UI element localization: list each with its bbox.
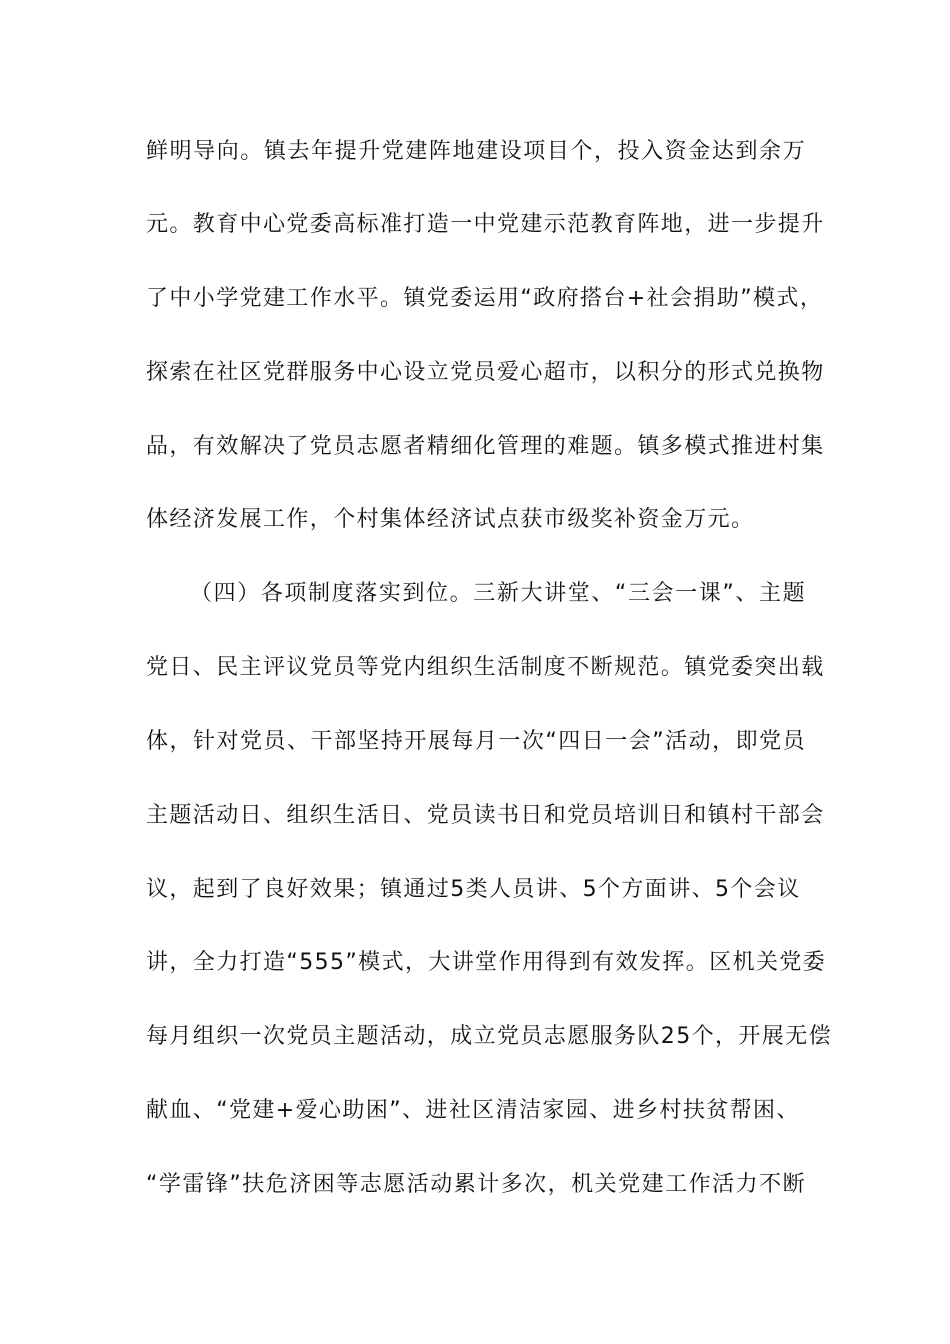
text-line-9: 体，针对党员、干部坚持开展每月一次“四日一会”活动，即党员 [146, 729, 806, 754]
text-line-13: 每月组织一次党员主题活动，成立党员志愿服务队25个，开展无偿 [146, 1024, 832, 1049]
text-line-11: 议，起到了良好效果；镇通过5类人员讲、5个方面讲、5个会议 [146, 877, 801, 902]
text-line-2: 元。教育中心党委高标准打造一中党建示范教育阵地，进一步提升 [146, 212, 825, 237]
text-line-8: 党日、民主评议党员等党内组织生活制度不断规范。镇党委突出载 [146, 655, 825, 680]
text-line-15: “学雷锋”扶危济困等志愿活动累计多次，机关党建工作活力不断 [146, 1172, 806, 1197]
text-line-10: 主题活动日、组织生活日、党员读书日和党员培训日和镇村干部会 [146, 803, 825, 828]
text-line-4: 探索在社区党群服务中心设立党员爱心超市，以积分的形式兑换物 [146, 360, 825, 385]
text-line-1: 鲜明导向。镇去年提升党建阵地建设项目个，投入资金达到余万 [146, 139, 806, 164]
text-line-14: 献血、“党建+爱心助困”、进社区清洁家园、进乡村扶贫帮困、 [146, 1098, 800, 1123]
text-line-7-section-heading: （四）各项制度落实到位。三新大讲堂、“三会一课”、主题 [190, 581, 806, 606]
text-line-12: 讲，全力打造“555”模式，大讲堂作用得到有效发挥。区机关党委 [146, 950, 827, 975]
text-line-3: 了中小学党建工作水平。镇党委运用“政府搭台+社会捐助”模式， [146, 286, 824, 311]
text-line-5: 品，有效解决了党员志愿者精细化管理的难题。镇多模式推进村集 [146, 434, 825, 459]
text-line-6-paragraph-end: 体经济发展工作，个村集体经济试点获市级奖补资金万元。 [146, 507, 755, 532]
